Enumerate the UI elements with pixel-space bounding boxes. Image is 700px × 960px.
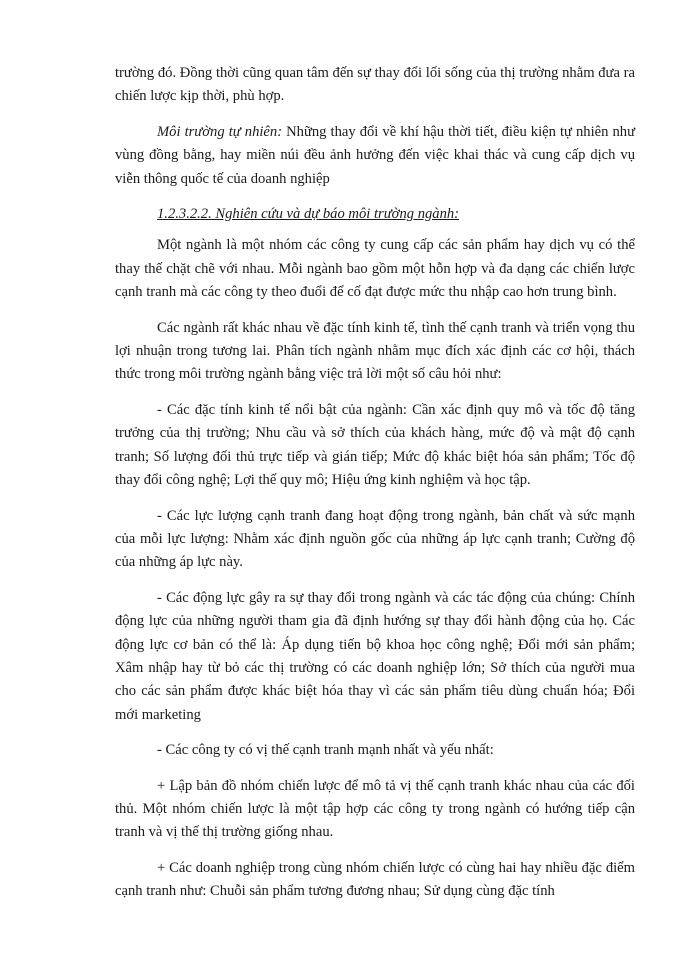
list-item-competitive-position: - Các công ty có vị thế cạnh tranh mạnh nhất và yếu nhất: bbox=[157, 742, 494, 759]
paragraph-continuation: trường đó. Đồng thời cũng quan tâm đến sự thay đổi lối sống của thị trường nhằm đưa ra chiến lược kịp thời, phù hợp. bbox=[115, 65, 635, 105]
list-item-driving-forces: - Các động lực gây ra sự thay đổi trong ngành và các tác động của chúng: Chính động lực của những người tham gia đã định hướng sự thay đổi hành động của họ. Các động lực cơ bản có thể là: Áp dụng tiến bộ khoa học công nghệ; Đổi mới sản phẩm; Xâm nhập hay từ bỏ các thị trường có các doanh nghiệp lớn; Sở thích của người mua cho các sản phẩm được khác biệt hóa thay vì các sản phẩm tiêu dùng chuẩn hóa; Đổi mới marketing bbox=[115, 589, 635, 723]
sub-item-strategic-map: + Lập bản đồ nhóm chiến lược để mô tả vị thế cạnh tranh khác nhau của các đối thủ. Một nhóm chiến lược là một tập hợp các công ty trong ngành có hướng tiếp cận tranh và vị thế thị trường giống nhau. bbox=[115, 777, 635, 841]
paragraph-industry-definition: Một ngành là một nhóm các công ty cung cấp các sản phẩm hay dịch vụ có thể thay thế chặt chẽ với nhau. Mỗi ngành bao gồm một hỗn hợp và đa dạng các chiến lược cạnh tranh mà các công ty theo đuổi để cố đạt được mức thu nhập cao hơn trung bình. bbox=[115, 237, 635, 301]
natural-environment-label: Môi trường tự nhiên: bbox=[157, 123, 283, 140]
section-heading: 1.2.3.2.2. Nghiên cứu và dự báo môi trường ngành: bbox=[157, 206, 460, 223]
paragraph-industry-analysis: Các ngành rất khác nhau về đặc tính kinh tế, tình thế cạnh tranh và triển vọng thu lợi nhuận trong tương lai. Phân tích ngành nhằm mục đích xác định các cơ hội, thách thức trong môi trường ngành bằng việc trả lời một số câu hỏi như: bbox=[115, 319, 635, 383]
list-item-competitive-forces: - Các lực lượng cạnh tranh đang hoạt động trong ngành, bản chất và sức mạnh của mỗi lực lượng: Nhằm xác định nguồn gốc của những áp lực cạnh tranh; Cường độ của những áp lực này. bbox=[115, 507, 635, 571]
document-page bbox=[115, 62, 635, 916]
natural-environment-text: Những thay đổi về khí hậu thời tiết, điều kiện tự nhiên như vùng đồng bằng, hay miền núi đều ảnh hưởng đến việc khai thác và cung cấp dịch vụ viễn thông quốc tế của doanh nghiệp bbox=[115, 123, 635, 187]
sub-item-strategic-group: + Các doanh nghiệp trong cùng nhóm chiến lược có cùng hai hay nhiều đặc điểm cạnh tranh như: Chuỗi sản phẩm tương đương nhau; Sử dụng cùng đặc tính bbox=[115, 859, 635, 900]
paragraph-natural-environment bbox=[115, 121, 635, 191]
list-item-economic-traits: - Các đặc tính kinh tế nổi bật của ngành: Cần xác định quy mô và tốc độ tăng trưởng của thị trường; Nhu cầu và sở thích của khách hàng, mức độ và mật độ cạnh tranh; Số lượng đối thủ trực tiếp và gián tiếp; Mức độ khác biệt hóa sản phẩm; Tốc độ thay đổi công nghệ; Lợi thế quy mô; Hiệu ứng kinh nghiệm và học tập. bbox=[115, 401, 635, 489]
